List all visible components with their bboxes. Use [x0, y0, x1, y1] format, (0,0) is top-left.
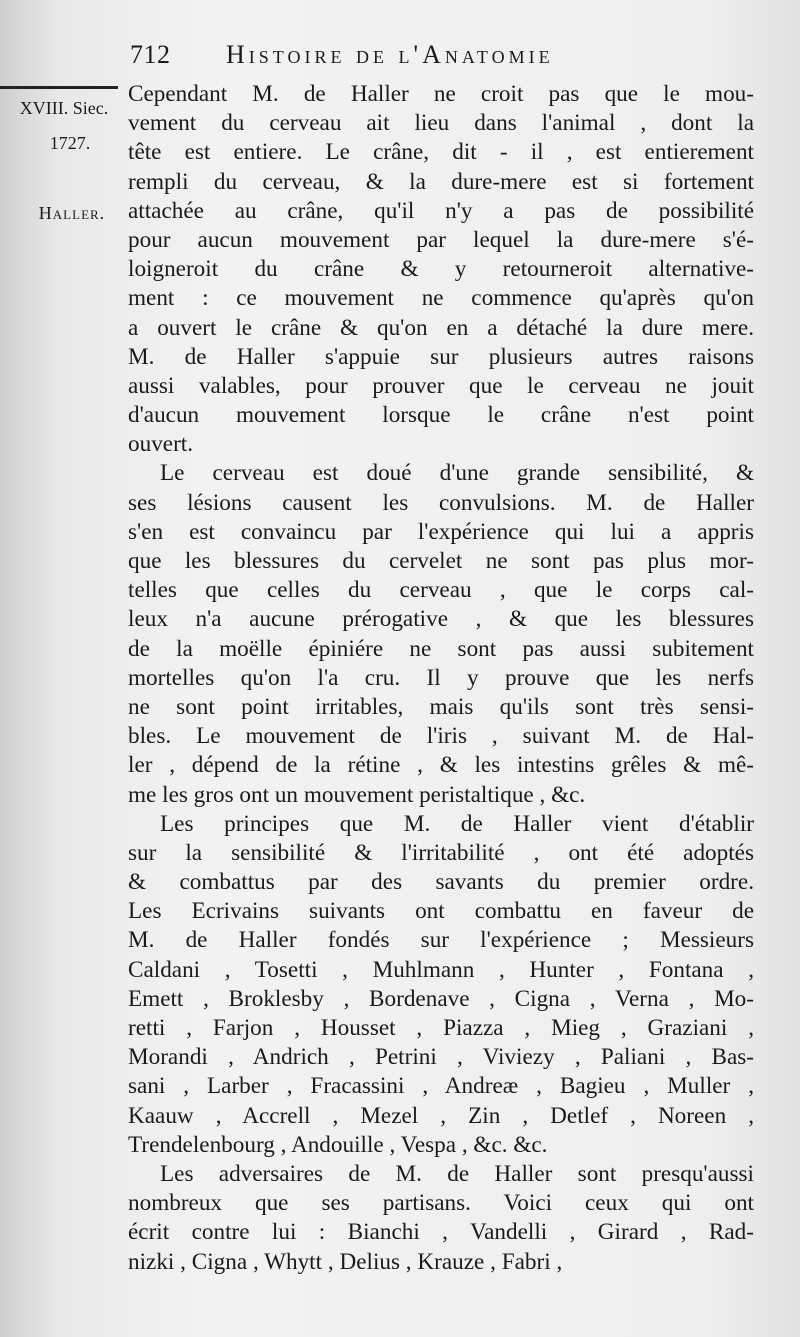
margin-note-year: 1727.	[49, 133, 91, 153]
text-line: tête est entiere. Le crâne, dit - il , est entierement	[128, 139, 754, 166]
text-line: Emett , Broklesby , Bordenave , Cigna , Verna , Mo-	[128, 985, 754, 1012]
paragraph	[128, 810, 754, 1160]
text-line: M. de Haller fondés sur l'expérience ; Messieurs	[128, 927, 754, 954]
running-title: Histoire de l'Anatomie	[226, 40, 554, 69]
text-line: Kaauw , Accrell , Mezel , Zin , Detlef , Noreen ,	[128, 1102, 754, 1129]
text-line: Caldani , Tosetti , Muhlmann , Hunter , Fontana ,	[128, 956, 754, 983]
text-line: bles. Le mouvement de l'iris , suivant M. de Hal-	[128, 723, 754, 750]
text-line: écrit contre lui : Bianchi , Vandelli , Girard , Rad-	[128, 1219, 754, 1246]
text-line: que les blessures du cervelet ne sont pas plus mor-	[128, 548, 754, 574]
text-line: me les gros ont un mouvement peristaltique , &c.	[128, 781, 586, 808]
text-line: loigneroit du crâne & y retourneroit alternative-	[128, 256, 754, 283]
page-number: 712	[130, 40, 171, 69]
text-line: ment : ce mouvement ne commence qu'après qu'on	[128, 285, 754, 312]
text-line: de la moëlle épiniére ne sont pas aussi subitement	[128, 635, 754, 662]
margin-note-century: XVIII. Siec.	[19, 98, 109, 118]
margin-rule	[0, 86, 118, 89]
text-line: Trendelenbourg , Andouille , Vespa , &c. &c.	[128, 1131, 548, 1158]
text-line: d'aucun mouvement lorsque le crâne n'est point	[128, 402, 754, 429]
text-line: rempli du cerveau, & la dure-mere est si fortement	[128, 168, 754, 195]
text-line: aussi valables, pour prouver que le cerveau ne jouit	[128, 372, 754, 399]
text-line: sani , Larber , Fracassini , Andreæ , Bagieu , Muller ,	[128, 1073, 754, 1100]
text-line: pour aucun mouvement par lequel la dure-mere s'é-	[128, 226, 754, 253]
text-line: s'en est convaincu par l'expérience qui lui a appris	[128, 518, 754, 545]
paragraph	[128, 1160, 754, 1277]
paragraph	[128, 459, 754, 809]
text-line: mortelles qu'on l'a cru. Il y prouve que les nerfs	[128, 664, 754, 691]
text-line: retti , Farjon , Housset , Piazza , Mieg , Graziani ,	[128, 1015, 754, 1041]
text-line: ses lésions causent les convulsions. M. de Haller	[128, 489, 754, 516]
margin-note-author: Haller.	[38, 203, 106, 223]
text-line: nombreux que ses partisans. Voici ceux qui ont	[128, 1190, 754, 1217]
text-line: attachée au crâne, qu'il n'y a pas de possibilité	[128, 197, 754, 224]
text-line: nizki , Cigna , Whytt , Delius , Krauze , Fabri ,	[128, 1248, 563, 1275]
text-line: telles que celles du cerveau , que le corps cal-	[128, 577, 754, 604]
text-line: Les Ecrivains suivants ont combattu en faveur de	[128, 898, 754, 925]
text-line: Morandi , Andrich , Petrini , Viviezy , Paliani , Bas-	[128, 1044, 754, 1071]
text-line: ler , dépend de la rétine , & les intestins grêles & mê-	[128, 752, 754, 779]
text-line: ne sont point irritables, mais qu'ils sont très sensi-	[128, 693, 754, 720]
text-line: M. de Haller s'appuie sur plusieurs autres raisons	[128, 343, 754, 370]
text-line: ouvert.	[128, 431, 194, 458]
text-line: leux n'a aucune prérogative , & que les blessures	[128, 606, 754, 633]
text-line: Les adversaires de M. de Haller sont presqu'aussi	[160, 1160, 754, 1187]
body-text	[128, 80, 754, 1277]
text-line: sur la sensibilité & l'irritabilité , ont été adoptés	[128, 839, 754, 866]
paragraph	[128, 80, 754, 459]
text-line: Cependant M. de Haller ne croit pas que le mou-	[128, 81, 754, 107]
text-line: vement du cerveau ait lieu dans l'animal , dont la	[128, 110, 754, 137]
text-line: Le cerveau est doué d'une grande sensibilité, &	[160, 460, 754, 487]
text-line: Les principes que M. de Haller vient d'établir	[160, 810, 754, 837]
text-line: & combattus par des savants du premier ordre.	[128, 869, 754, 896]
text-line: a ouvert le crâne & qu'on en a détaché la dure mere.	[128, 314, 754, 341]
